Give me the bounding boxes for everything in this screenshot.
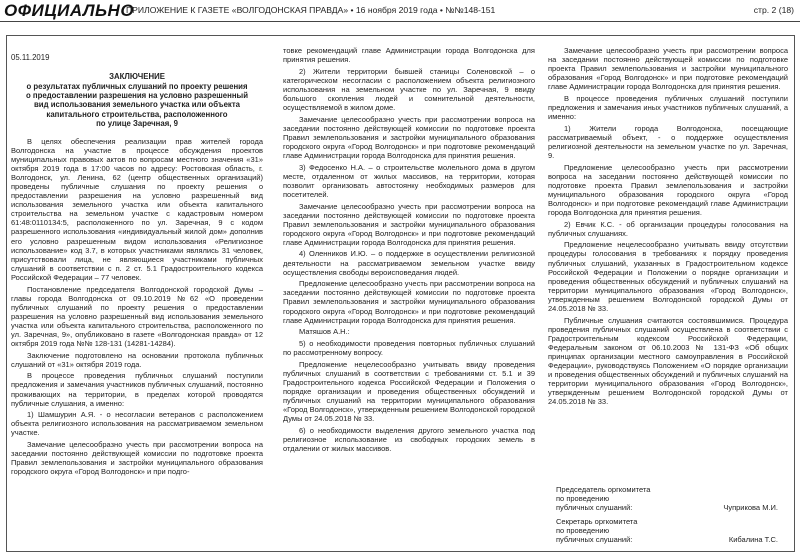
title-line: о результатах публичных слушаний по проекту решения — [26, 81, 248, 91]
document-frame — [6, 35, 795, 552]
column-1 — [11, 53, 263, 479]
column-2 — [283, 46, 535, 455]
paragraph: Матяшов А.Н.: — [299, 327, 350, 337]
page-number: стр. 2 (18) — [753, 5, 794, 15]
paragraph: Замечание целесообразно учесть при рассмотрении вопроса на заседании постоянно действующей комиссии по подготовке проекта Правил землепользования и застройки муниципального образования городского округа «Город Волгодонск» и при подготовке рекомендаций главе Администрации города Волгодонска для принятия решения. — [283, 114, 535, 161]
paragraph: 4) Оленников И.Ю. – о поддержке в осуществлении религиозной деятельности на рассматриваемом земельном участке ввиду осуществления свободы вероисповедания людей. — [283, 249, 535, 277]
paragraph: Постановление председателя Волгодонской городской Думы – главы города Волгодонска от 09.10.2019 №62 «О проведении публичных слушаний по проекту решения о предоставлении разрешения на условно разрешенный вид использования земельного участка или объекта капитального строительства, расположенного по ул. Заречная, 9», опубликовано в газете «Волгодонская правда» от 12 октября 2019 года №№ 128-131 (14281-14284). — [11, 284, 263, 349]
paragraph: Предложение целесообразно учесть при рассмотрении вопроса на заседании постоянно действующей комиссии по подготовке проекта Правил землепользования и застройки муниципального образования городского округа «Город Волгодонск» и при подготовке рекомендаций главе Администрации города Волгодонска для принятия решения. — [548, 162, 788, 218]
paragraph: 1) Жители города Волгодонска, посещающие рассматриваемый объект, - о поддержке осуществления религиозной деятельности на земельном участке по ул. Заречная, 9. — [548, 123, 788, 161]
paragraph: В процессе проведения публичных слушаний поступили предложения и замечания иных участников публичных слушаний, а именно: — [548, 93, 788, 122]
signature-chair — [556, 485, 778, 512]
publication-line: ПРИЛОЖЕНИЕ К ГАЗЕТЕ «ВОЛГОДОНСКАЯ ПРАВДА» • 16 ноября 2019 года • №№148-151 — [126, 5, 496, 15]
paragraph: 1) Шамшурин А.Я. - о несогласии ветеранов с расположением объекта религиозного использования на рассматриваемом земельном участке. — [11, 410, 263, 438]
paragraph: В целях обеспечения реализации прав жителей города Волгодонска на участие в процессе обсуждения проектов муниципальных правовых актов по вопросам местного значения «31» октября 2019 года в 17:00 часов по адресу: Ростовская область, г. Волгодонск, ул. Ленина, 62 (центр общественных организаций) проведены публичные слушания по проекту решения о предоставлении разрешения на условно разрешенный вид использования земельного участка или объекта капитального строительства на земельном участке с кадастровым номером 61:48:0110134:5, расположенного по ул. Заречная, 9 с кодом разрешенного использования «индивидуальный жилой дом» дополнив его условно разрешенным видом использования «Религиозное использование» код 3.7, в которых участниками являлись 31 человек, присутствовали лица, не являющиеся участниками публичных слушаний в соответствии с п. 2 ст. 5.1 Градостроительного кодекса Российской Федерации – 77 человек. — [11, 136, 263, 282]
signature-name: Чуприкова М.И. — [723, 503, 778, 512]
page-header — [0, 0, 800, 22]
paragraph: 2) Жители территории бывшей станицы Соленовской – о категорическом несогласии с расположением объекта религиозного использования на земельном участке по ул. Заречная, 9 ввиду большого скопления людей и сомнительной деятельности, осуществляемой в жилом доме. — [283, 66, 535, 113]
paragraph: Замечание целесообразно учесть при рассмотрении вопроса на заседании постоянно действующей комиссии по подготовке проекта Правил землепользования и застройки муниципального образования «Город Волгодонск» и при подготовке рекомендаций главе Администрации города Волгодонска для принятия решения. — [548, 46, 788, 92]
paragraph: товке рекомендаций главе Администрации города Волгодонска для принятия решения. — [283, 46, 535, 65]
paragraph: Предложение нецелесообразно учитывать ввиду отсутствии процедуры голосования в требованиях к порядку проведения публичных слушаний, указанных в Градостроительном кодексе Российской Федерации и Положении о порядке организации и проведения общественных обсуждений и публичных слушаний на территории муниципального образования «Город Волгодонск», утвержденным решением Волгодонской городской Думы от 24.05.2018 № 33. — [548, 240, 788, 314]
document-title — [11, 72, 263, 128]
signature-role-line: Секретарь оргкомитета — [556, 517, 638, 526]
paragraph: 2) Евчик К.С. - об организации процедуры голосования на публичных слушаниях. — [548, 219, 788, 238]
title-line: ЗАКЛЮЧЕНИЕ — [109, 72, 165, 82]
paragraph: Замечание целесообразно учесть при рассмотрении вопроса на заседании постоянно действующей комиссии по подготовке проекта Правил землепользования и застройки муниципального образования городского округа «Город Волгодонск» и при подго- — [11, 440, 263, 477]
paragraph: Предложение нецелесообразно учитывать ввиду проведения публичных слушаний в соответствии с требованиями ст. 5.1 и 39 Градостроительного кодекса Российской Федерации и Положения о порядке организации и проведения общественных обсуждений и публичных слушаний на территории муниципального образования «Город Волгодонск», утвержденным решением Волгодонской городской Думы от 24.05.2018 № 33. — [283, 359, 535, 424]
signatures — [556, 485, 778, 549]
section-brand: ОФИЦИАЛЬНО — [4, 1, 135, 20]
column-3 — [548, 46, 788, 409]
paragraph: Заключение подготовлено на основании протокола публичных слушаний от «31» октября 2019 года. — [11, 350, 263, 369]
signature-role-line: по проведению — [556, 494, 610, 503]
title-line: по улице Заречная, 9 — [96, 119, 178, 129]
signature-name: Кибалина Т.С. — [728, 535, 778, 544]
paragraph: Публичные слушания считаются состоявшимися. Процедура проведения публичных слушаний осуществлена в соответствии с Градостроительным кодексом Российской Федерации, Федеральным законом от 06.10.2003 № 131-ФЗ «Об общих принципах организации местного самоуправления в Российской Федерации», руководствуясь Положением «О порядке организации и проведения общественных обсуждений и публичных слушаний на территории муниципального образования «Город Волгодонск», утвержденным решением Волгодонской городской Думы от 24.05.2018 № 33. — [548, 315, 788, 407]
signature-role-line: по проведению — [556, 526, 610, 535]
title-line: вид использования земельного участка или объекта — [34, 100, 240, 110]
header-rule — [0, 21, 800, 22]
signature-role-line: публичных слушаний: — [556, 535, 633, 544]
title-line: о предоставлении разрешения на условно разрешенный — [25, 90, 248, 100]
paragraph: Предложение целесообразно учесть при рассмотрении вопроса на заседании постоянно действующей комиссии по подготовке проекта Правил землепользования и застройки муниципального образования городского округа «Город Волгодонск» и при подготовке рекомендаций главе Администрации города Волгодонска для принятия решения. — [283, 279, 535, 325]
paragraph: 6) о необходимости выделения другого земельного участка под религиозное использование из свободных городских земель в отдалении от жилых массивов. — [283, 425, 535, 453]
paragraph: 5) о необходимости проведения повторных публичных слушаний по рассмотренному вопросу. — [283, 338, 535, 357]
paragraph: Замечание целесообразно учесть при рассмотрении вопроса на заседании постоянно действующей комиссии по подготовке проекта Правил землепользования и застройки муниципального образования городского округа «Город Волгодонск» и при подготовке рекомендаций главе Администрации города Волгодонска для принятия решения. — [283, 201, 535, 247]
signature-role-line: публичных слушаний: — [556, 503, 633, 512]
title-line: капитального строительства, расположенного — [46, 109, 228, 119]
document-date: 05.11.2019 — [11, 53, 50, 62]
paragraph: 3) Федосенко Н.А. – о строительстве молельного дома в другом месте, отдаленном от жилых массивов, на территории, которая позволит организовать автостоянку необходимых размеров для посетителей. — [283, 162, 535, 199]
signature-role-line: Председатель оргкомитета — [556, 485, 651, 494]
paragraph: В процессе проведения публичных слушаний поступили предложения и замечания участников публичных слушаний, постоянно проживающих на территории, в пределах которой проводятся публичные слушания, а именно: — [11, 371, 263, 408]
signature-secretary — [556, 517, 778, 544]
